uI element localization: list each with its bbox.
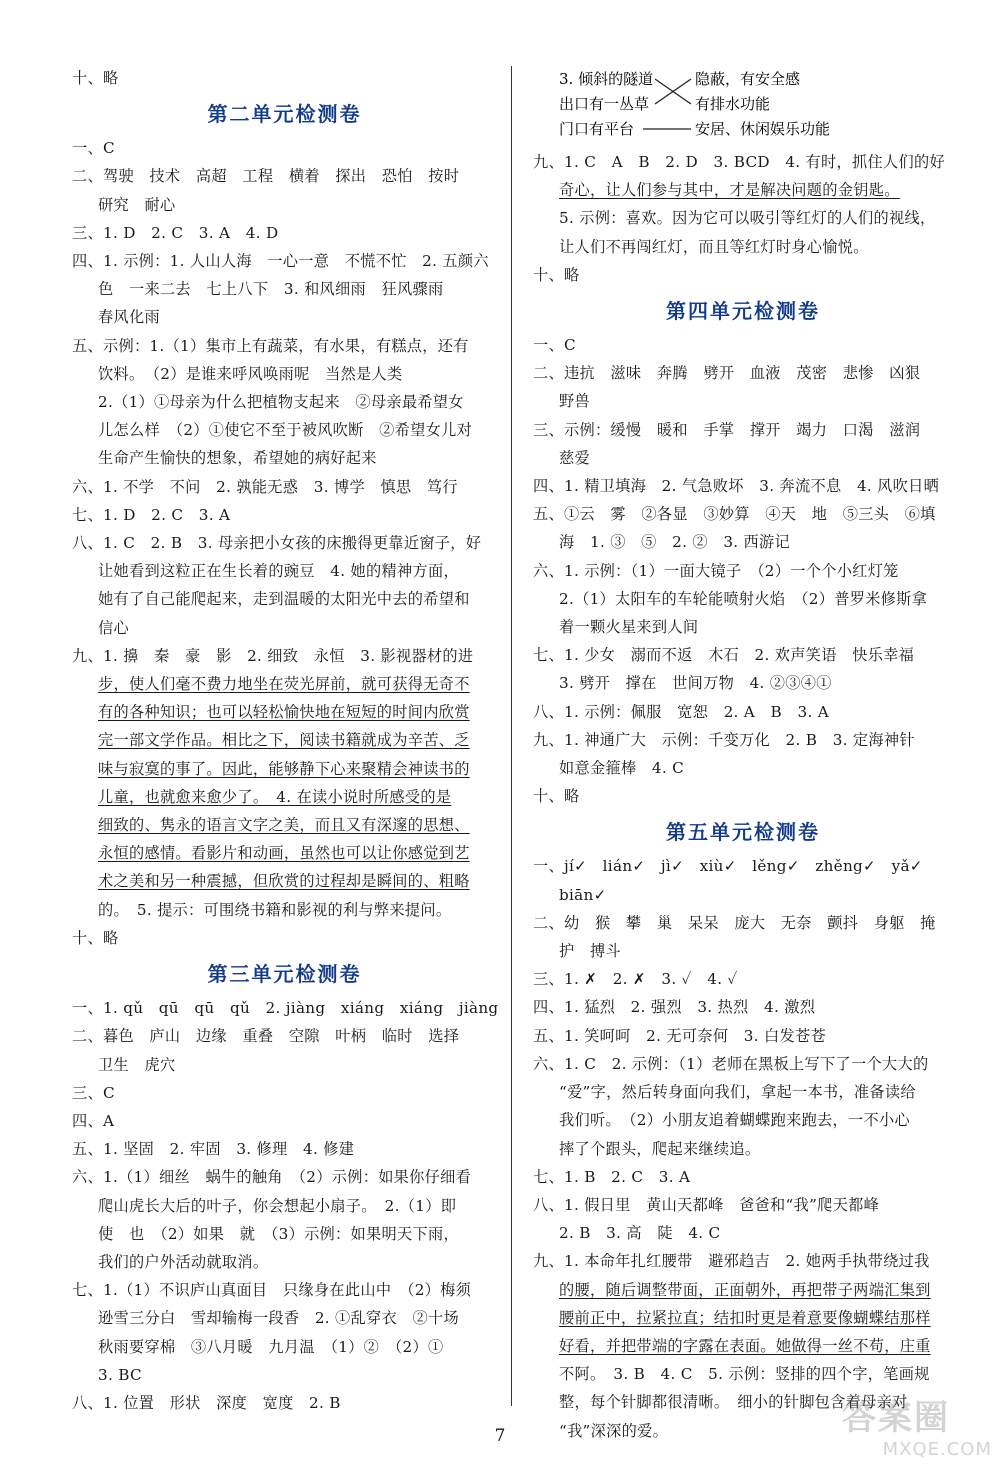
answer-line: 四、A (72, 1111, 115, 1130)
column-divider (511, 66, 512, 1406)
answer-line: 三、1. ✗ 2. ✗ 3. ✓ 4. ✓ (533, 970, 738, 989)
answer-line: 三、1. D 2. C 3. A 4. D (72, 223, 279, 242)
answer-line: 儿童，也就愈来愈少了。 4. 在读小说时所感受的是 (98, 787, 452, 806)
answer-line: 味与寂寞的事了。因此，能够静下心来聚精会神读书的 (98, 759, 470, 778)
answer-line: biān✓ (559, 885, 607, 904)
match-right-1: 隐蔽，有安全感 (695, 70, 801, 88)
answer-line: 十、略 (72, 928, 119, 947)
answer-line: 儿怎么样 （2）①使它不至于被风吹断 ②希望女儿对 (98, 421, 473, 440)
answer-line: 九、1. 神通广大 示例：千变万化 2. B 3. 定海神针 (533, 730, 915, 749)
answer-line: 我们听。 （2）小朋友追着蝴蝶跑来跑去，一不小心 (559, 1111, 910, 1130)
answer-line: 她有了自己能爬起来，走到温暖的太阳光中去的希望和 (98, 590, 470, 609)
answer-line: 九、1. 本命年扎红腰带 避邪趋吉 2. 她两手执带绕过我 (533, 1252, 930, 1271)
answer-line: 四、1. 示例：1. 人山人海 一心一意 不慌不忙 2. 五颜六 (72, 252, 489, 271)
answer-line: 八、1. C 2. B 3. 母亲把小女孩的床搬得更靠近窗子，好 (72, 534, 482, 553)
answer-line: 不阿。 3. B 4. C 5. 示例：竖排的四个字，笔画规 (559, 1365, 930, 1384)
left-column (72, 64, 497, 1417)
answer-line: 一、1. qǔ qū qū qǔ 2. jiàng xiáng xiáng jiàng (72, 999, 499, 1018)
answer-line: 2.（1）太阳车的车轮能喷射火焰 （2）普罗米修斯拿 (559, 589, 928, 608)
answer-line: 如意金箍棒 4. C (559, 759, 685, 778)
answer-line: 十、略 (72, 69, 119, 87)
answer-line: 让人们不再闯红灯，而且等红灯时身心愉悦。 (559, 237, 869, 256)
answer-line: 2. B 3. 高 陡 4. C (559, 1224, 721, 1243)
answer-line: 四、1. 精卫填海 2. 气急败坏 3. 奔流不息 4. 风吹日晒 (533, 477, 940, 496)
match-right-3: 安居、休闲娱乐功能 (695, 120, 831, 138)
answer-line: 十、略 (533, 265, 580, 284)
answer-line: 七、1. 少女 溺而不返 木石 2. 欢声笑语 快乐幸福 (533, 646, 915, 665)
answer-line: 步，使人们毫不费力地坐在荧光屏前，就可获得无奇不 (98, 675, 470, 694)
answer-line: 七、1.（1）不识庐山真面目 只缘身在此山中 （2）梅须 (72, 1281, 472, 1300)
answer-line: 三、C (72, 1083, 115, 1102)
match-left-3: 门口有平台 (559, 120, 635, 138)
answer-line: 让她看到这粒正在生长着的豌豆 4. 她的精神方面， (98, 562, 459, 581)
answer-line: 六、1. 示例：（1）一面大镜子 （2）一个个小红灯笼 (533, 561, 899, 580)
answer-line: 六、1. 不学 不问 2. 孰能无惑 3. 博学 慎思 笃行 (72, 477, 458, 496)
section-heading: 第四单元检测卷 (666, 299, 820, 324)
answer-line: 八、1. 假日里 黄山天都峰 爸爸和“我”爬天都峰 (533, 1195, 880, 1214)
matching-exercise (533, 64, 953, 148)
answer-line: 二、暮色 庐山 边缘 重叠 空隙 叶柄 临时 选择 (72, 1027, 460, 1046)
answer-line: 爬山虎长大后的叶子，你会想起小扇子。 2.（1）即 (98, 1196, 457, 1215)
answer-line: 着一颗火星来到人间 (559, 618, 699, 637)
answer-line: 细致的、隽永的语言文字之美，而且又有深邃的思想、 (98, 816, 470, 835)
answer-line: 慈爱 (559, 448, 590, 467)
answer-line: 生命产生愉快的想象，希望她的病好起来 (98, 449, 377, 468)
answer-line: “我”深深的爱。 (559, 1421, 669, 1440)
page-number: 7 (494, 1426, 506, 1446)
watermark-logo (842, 1390, 992, 1470)
answer-line: 好看，并把带端的字露在表面。她做得一丝不苟，庄重 (559, 1336, 931, 1355)
answer-line: 护 搏斗 (559, 942, 621, 961)
answer-line: 五、1. 坚固 2. 牢固 3. 修理 4. 修建 (72, 1140, 355, 1159)
answer-line: “爱”字，然后转身面向我们，拿起一本书，准备读给 (559, 1083, 916, 1102)
answer-line: 研究 耐心 (98, 195, 176, 214)
answer-line: 色 一来二去 七上八下 3. 和风细雨 狂风骤雨 (98, 280, 444, 299)
answer-line: 3. 劈开 撑在 世间万物 4. ②③④① (559, 674, 832, 693)
answer-line: 六、1. C 2. 示例：（1）老师在黑板上写下了一个大大的 (533, 1054, 929, 1073)
answer-line: 七、1. D 2. C 3. A (72, 505, 231, 524)
answer-line: 五、1. 笑呵呵 2. 无可奈何 3. 白发苍苍 (533, 1026, 826, 1045)
section-heading: 第五单元检测卷 (666, 820, 820, 845)
answer-line: 春风化雨 (98, 308, 160, 327)
answer-line: 术之美和另一种震撼，但欣赏的过程却是瞬间的、粗略 (98, 872, 470, 891)
answer-line: 3. BC (98, 1365, 142, 1384)
answer-line: 一、C (533, 336, 576, 355)
answer-line: 八、1. 位置 形状 深度 宽度 2. B (72, 1393, 341, 1412)
answer-line: 秋雨要穿棉 ③八月暖 九月温 （1）② （2）① (98, 1337, 444, 1356)
answer-line: 有的各种知识；也可以轻松愉快地在短短的时间内欣赏 (98, 703, 470, 722)
answer-line: 奇心，让人们参与其中，才是解决问题的金钥匙。 (559, 181, 900, 200)
match-left-1: 3. 倾斜的隧道 (559, 70, 654, 88)
matching-lines (533, 64, 953, 148)
watermark-top: 答案圈 (842, 1398, 950, 1438)
answer-line: 九、1. 擤 秦 豪 影 2. 细致 永恒 3. 影视器材的进 (72, 646, 474, 665)
answer-line: 腰前正中，拉紧拉直；结扣时更是着意要像蝴蝶结那样 (559, 1308, 931, 1327)
answer-line: 六、1.（1）细丝 蜗牛的触角 （2）示例：如果你仔细看 (72, 1168, 472, 1187)
answer-line: 七、1. B 2. C 3. A (533, 1167, 691, 1186)
answer-line: 四、1. 猛烈 2. 强烈 3. 热烈 4. 激烈 (533, 998, 816, 1017)
answer-line: 一、C (72, 139, 115, 158)
answer-line: 二、驾驶 技术 高超 工程 横着 探出 恐怕 按时 (72, 167, 460, 186)
answer-line: 二、幼 猴 攀 巢 呆呆 庞大 无奈 颤抖 身躯 掩 (533, 913, 936, 932)
answer-line: 海 1. ③ ⑤ 2. ② 3. 西游记 (559, 533, 791, 552)
answer-line: 饮料。 （2）是谁来呼风唤雨呢 当然是人类 (98, 364, 403, 383)
answer-line: 的。 5. 提示：可围绕书籍和影视的利与弊来提问。 (98, 900, 452, 919)
answer-line: 八、1. 示例：佩服 宽恕 2. A B 3. A (533, 702, 829, 721)
watermark-bottom: MXQE.COM (882, 1439, 992, 1460)
answer-line: 的腰，随后调整带面，正面朝外，再把带子两端汇集到 (559, 1280, 931, 1299)
section-heading: 第二单元检测卷 (207, 102, 362, 127)
answer-line: 五、①云 雾 ②各显 ③妙算 ④天 地 ⑤三头 ⑥填 (533, 505, 936, 524)
answer-line: 逊雪三分白 雪却输梅一段香 2. ①乱穿衣 ②十场 (98, 1309, 459, 1328)
answer-line: 十、略 (533, 787, 580, 806)
answer-line: 我们的户外活动就取消。 (98, 1252, 269, 1271)
match-left-2: 出口有一丛草 (559, 95, 650, 113)
match-right-2: 有排水功能 (695, 95, 771, 113)
answer-line: 一、jí✓ lián✓ jì✓ xiù✓ lěng✓ zhěng✓ yǎ✓ (533, 857, 923, 876)
answer-line: 信心 (98, 618, 129, 637)
answer-line: 卫生 虎穴 (98, 1055, 176, 1074)
answer-line: 永恒的感情。看影片和动画，虽然也可以让你感觉到艺 (98, 844, 470, 863)
answer-line: 二、违抗 滋味 奔腾 劈开 血液 茂密 悲惨 凶狠 (533, 364, 921, 383)
answer-line: 五、示例：1.（1）集市上有蔬菜，有水果，有糕点，还有 (72, 336, 469, 355)
section-heading: 第三单元检测卷 (207, 962, 362, 987)
answer-line: 九、1. C A B 2. D 3. BCD 4. 有时，抓住人们的好 (533, 153, 945, 171)
answer-line: 2.（1）①母亲为什么把植物支起来 ②母亲最希望女 (98, 393, 464, 412)
answer-line: 整，每个针脚都很清晰。 细小的针脚包含着母亲对 (559, 1393, 908, 1412)
right-column (533, 64, 953, 1445)
answer-line: 5. 示例：喜欢。因为它可以吸引等红灯的人们的视线， (559, 209, 936, 228)
answer-line: 三、示例：缓慢 暖和 手掌 撑开 竭力 口渴 滋润 (533, 420, 921, 439)
answer-line: 使 也 （2）如果 就 （3）示例：如果明天下雨， (98, 1224, 459, 1243)
answer-line: 完一部文学作品。相比之下，阅读书籍就成为辛苦、乏 (98, 731, 470, 750)
answer-line: 野兽 (559, 392, 590, 411)
answer-line: 摔了个跟头，爬起来继续追。 (559, 1139, 761, 1158)
right-column-lines (533, 148, 953, 1445)
